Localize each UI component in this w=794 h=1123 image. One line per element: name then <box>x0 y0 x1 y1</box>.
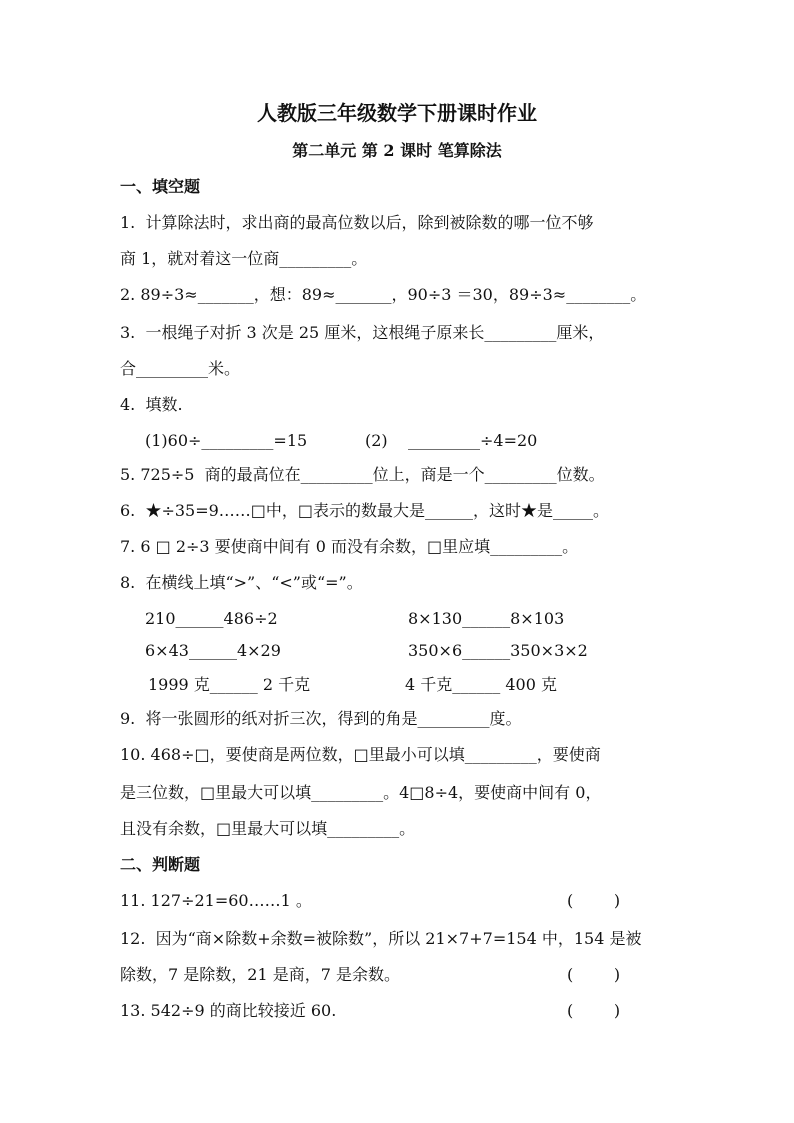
question-12-line-2: 除数，7 是除数，21 是商，7 是余数。 <box>120 965 400 984</box>
question-1-line-1: 1. 计算除法时，求出商的最高位数以后，除到被除数的哪一位不够 <box>120 213 594 232</box>
question-8-row-3-right: 4 千克______ 400 克 <box>405 675 557 694</box>
question-8-row-3-left: 1999 克______ 2 千克 <box>148 675 311 694</box>
question-8-row-1-left: 210______486÷2 <box>145 609 278 628</box>
question-6: 6. ★÷35=9……□中，□表示的数最大是______，这时★是_____。 <box>120 501 610 520</box>
question-4-part-2: (2) _________÷4=20 <box>365 431 538 450</box>
question-8-row-2-right: 350×6______350×3×2 <box>408 641 588 660</box>
question-10-line-3: 且没有余数，□里最大可以填_________。 <box>120 819 416 838</box>
question-11: 11. 127÷21=60……1 。 <box>120 891 312 910</box>
section-heading-judge: 二、判断题 <box>120 855 201 874</box>
question-8-row-2-left: 6×43______4×29 <box>145 641 281 660</box>
question-2: 2. 89÷3≈_______，想：89≈_______，90÷3 ＝30，89÷3≈________。 <box>120 285 647 304</box>
question-7: 7. 6 □ 2÷3 要使商中间有 0 而没有余数，□里应填_________。 <box>120 537 579 556</box>
question-12-line-1: 12. 因为“商×除数+余数=被除数”，所以 21×7+7=154 中，154 是被 <box>120 929 642 948</box>
question-9: 9. 将一张圆形的纸对折三次，得到的角是_________度。 <box>120 709 522 728</box>
section-heading-fill: 一、填空题 <box>120 177 201 196</box>
answer-paren-12: ( ) <box>567 965 621 984</box>
question-8-row-1-right: 8×130______8×103 <box>408 609 565 628</box>
question-8-line-1: 8. 在横线上填“>”、“<”或“=”。 <box>120 573 363 592</box>
answer-paren-11: ( ) <box>567 891 621 910</box>
question-4-part-1: (1)60÷_________=15 <box>145 431 308 450</box>
question-10-line-2: 是三位数，□里最大可以填_________。4□8÷4，要使商中间有 0， <box>120 783 602 802</box>
answer-paren-13: ( ) <box>567 1001 621 1020</box>
question-10-line-1: 10. 468÷□，要使商是两位数，□里最小可以填_________，要使商 <box>120 745 601 764</box>
question-5: 5. 725÷5 商的最高位在_________位上，商是一个_________位数。 <box>120 465 605 484</box>
page-subtitle: 第二单元 第 2 课时 笔算除法 <box>292 141 502 160</box>
question-3-line-1: 3. 一根绳子对折 3 次是 25 厘米，这根绳子原来长_________厘米， <box>120 323 605 342</box>
page-title: 人教版三年级数学下册课时作业 <box>257 101 537 125</box>
question-4-line-1: 4. 填数. <box>120 395 183 414</box>
question-1-line-2: 商 1，就对着这一位商_________。 <box>120 249 368 268</box>
question-13: 13. 542÷9 的商比较接近 60. <box>120 1001 337 1020</box>
question-3-line-2: 合_________米。 <box>120 359 241 378</box>
